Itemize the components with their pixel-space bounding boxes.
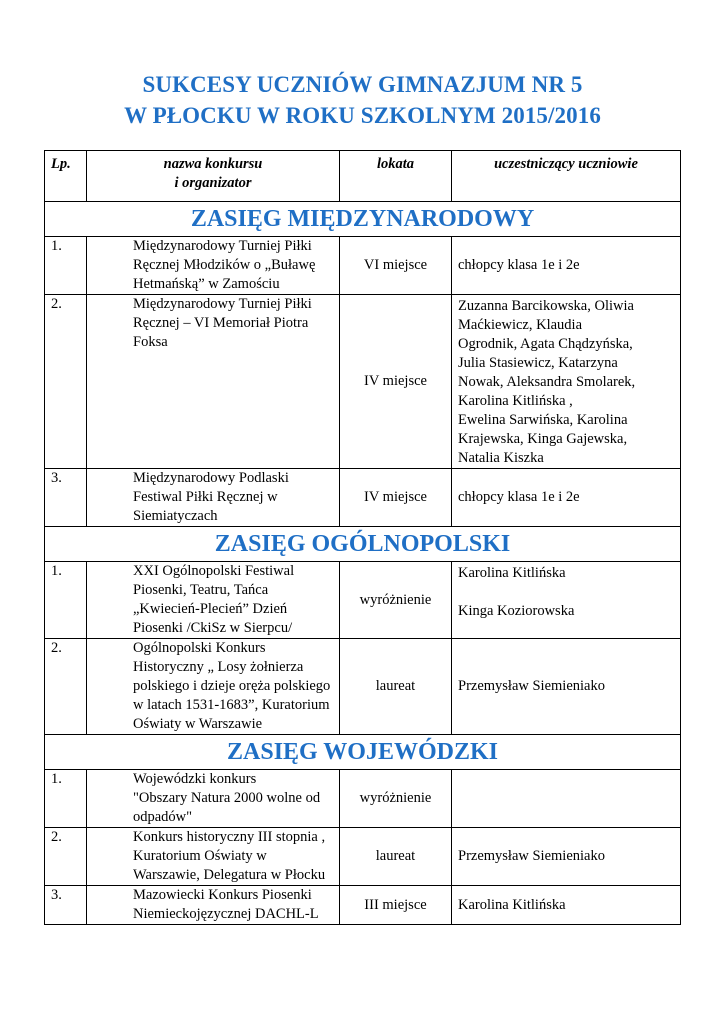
table-row — [45, 469, 681, 527]
row-number: 1. — [45, 770, 87, 828]
competition-name — [87, 828, 340, 886]
placement: IV miejsce — [340, 469, 452, 527]
placement: IV miejsce — [340, 295, 452, 469]
competition-name-line: „Kwiecień-Plecień” Dzień — [133, 601, 288, 617]
competition-name — [87, 237, 340, 295]
participants — [452, 886, 681, 925]
header-competition-line-1: nazwa konkursu — [163, 156, 263, 172]
section-header-row — [45, 527, 681, 562]
section-title: ZASIĘG MIĘDZYNARODOWY — [45, 202, 681, 237]
participant-line: Karolina Kitlińska , — [458, 393, 573, 409]
header-students: uczestniczący uczniowie — [452, 151, 681, 202]
competition-name-line: w latach 1531-1683”, Kuratorium — [133, 697, 330, 713]
participant-line: Julia Stasiewicz, Katarzyna — [458, 355, 618, 371]
competition-name-line: Ręcznej – VI Memoriał Piotra — [133, 315, 309, 331]
competition-name — [87, 562, 340, 639]
competition-name-line: Międzynarodowy Turniej Piłki — [133, 238, 312, 254]
participant-line: chłopcy klasa 1e i 2e — [458, 257, 580, 273]
participants — [452, 639, 681, 735]
row-number: 1. — [45, 562, 87, 639]
competition-name-line: Warszawie, Delegatura w Płocku — [133, 867, 326, 883]
table-row — [45, 770, 681, 828]
section-header-row — [45, 202, 681, 237]
competition-name-line: odpadów" — [133, 809, 193, 825]
competition-name-line: "Obszary Natura 2000 wolne od — [133, 790, 321, 806]
competition-name-line: Oświaty w Warszawie — [133, 716, 263, 732]
header-competition-line-2: i organizator — [174, 175, 252, 191]
header-competition — [87, 151, 340, 202]
participants — [452, 770, 681, 828]
competition-name-line: Międzynarodowy Turniej Piłki — [133, 296, 312, 312]
competition-name — [87, 639, 340, 735]
participant-line: Kinga Koziorowska — [458, 603, 575, 619]
competition-name-line: Kuratorium Oświaty w — [133, 848, 267, 864]
section-title: ZASIĘG WOJEWÓDZKI — [45, 735, 681, 770]
row-number: 2. — [45, 828, 87, 886]
table-row — [45, 639, 681, 735]
competition-name-line: Ręcznej Młodzików o „Buławę — [133, 257, 316, 273]
competition-name-line: Hetmańską” w Zamościu — [133, 276, 280, 292]
participant-line: Maćkiewicz, Klaudia — [458, 317, 583, 333]
placement: laureat — [340, 828, 452, 886]
competition-name — [87, 295, 340, 469]
competition-name-line: Mazowiecki Konkurs Piosenki — [133, 887, 312, 903]
competition-name-line: Historyczny „ Losy żołnierza — [133, 659, 304, 675]
competition-name-line: Piosenki /CkiSz w Sierpcu/ — [133, 620, 293, 636]
participants — [452, 237, 681, 295]
table-row — [45, 295, 681, 469]
participant-line: Ewelina Sarwińska, Karolina — [458, 412, 628, 428]
competition-name-line: polskiego i dzieje oręża polskiego — [133, 678, 331, 694]
header-lp: Lp. — [45, 151, 87, 202]
page-title-line-2: W PŁOCKU W ROKU SZKOLNYM 2015/2016 — [124, 103, 601, 128]
table-header-row — [45, 151, 681, 202]
achievements-table — [44, 150, 681, 925]
competition-name-line: Wojewódzki konkurs — [133, 771, 257, 787]
participant-line: Nowak, Aleksandra Smolarek, — [458, 374, 636, 390]
competition-name-line: Międzynarodowy Podlaski — [133, 470, 289, 486]
row-number: 2. — [45, 639, 87, 735]
placement: VI miejsce — [340, 237, 452, 295]
participant-line: Przemysław Siemieniako — [458, 848, 605, 864]
placement: III miejsce — [340, 886, 452, 925]
participants — [452, 828, 681, 886]
competition-name — [87, 469, 340, 527]
participants — [452, 562, 681, 639]
row-number: 2. — [45, 295, 87, 469]
competition-name-line: Niemieckojęzycznej DACHL-L — [133, 906, 319, 922]
competition-name-line: Foksa — [133, 334, 168, 350]
section-title: ZASIĘG OGÓLNOPOLSKI — [45, 527, 681, 562]
table-row — [45, 886, 681, 925]
participant-line: Zuzanna Barcikowska, Oliwia — [458, 298, 634, 314]
participants — [452, 469, 681, 527]
competition-name-line: Festiwal Piłki Ręcznej w — [133, 489, 278, 505]
participants — [452, 295, 681, 469]
competition-name-line: XXI Ogólnopolski Festiwal — [133, 563, 295, 579]
row-number: 1. — [45, 237, 87, 295]
participant-line: Karolina Kitlińska — [458, 565, 566, 581]
participant-line: Krajewska, Kinga Gajewska, — [458, 431, 628, 447]
section-header-row — [45, 735, 681, 770]
competition-name-line: Konkurs historyczny III stopnia , — [133, 829, 326, 845]
competition-name-line: Ogólnopolski Konkurs — [133, 640, 266, 656]
participant-line: Natalia Kiszka — [458, 450, 544, 466]
placement: laureat — [340, 639, 452, 735]
participant-line: chłopcy klasa 1e i 2e — [458, 489, 580, 505]
table-row — [45, 237, 681, 295]
participant-line: Przemysław Siemieniako — [458, 678, 605, 694]
table-row — [45, 828, 681, 886]
participant-line: Karolina Kitlińska — [458, 896, 566, 913]
competition-name-line: Piosenki, Teatru, Tańca — [133, 582, 269, 598]
participants-spacer — [458, 583, 676, 602]
table-row — [45, 562, 681, 639]
page-title-line-1: SUKCESY UCZNIÓW GIMNAZJUM NR 5 — [142, 72, 583, 97]
placement: wyróżnienie — [340, 770, 452, 828]
row-number: 3. — [45, 886, 87, 925]
row-number: 3. — [45, 469, 87, 527]
participant-line: Ogrodnik, Agata Chądzyńska, — [458, 336, 633, 352]
competition-name-line: Siemiatyczach — [133, 508, 218, 524]
header-place: lokata — [340, 151, 452, 202]
placement: wyróżnienie — [340, 562, 452, 639]
competition-name — [87, 886, 340, 925]
competition-name — [87, 770, 340, 828]
